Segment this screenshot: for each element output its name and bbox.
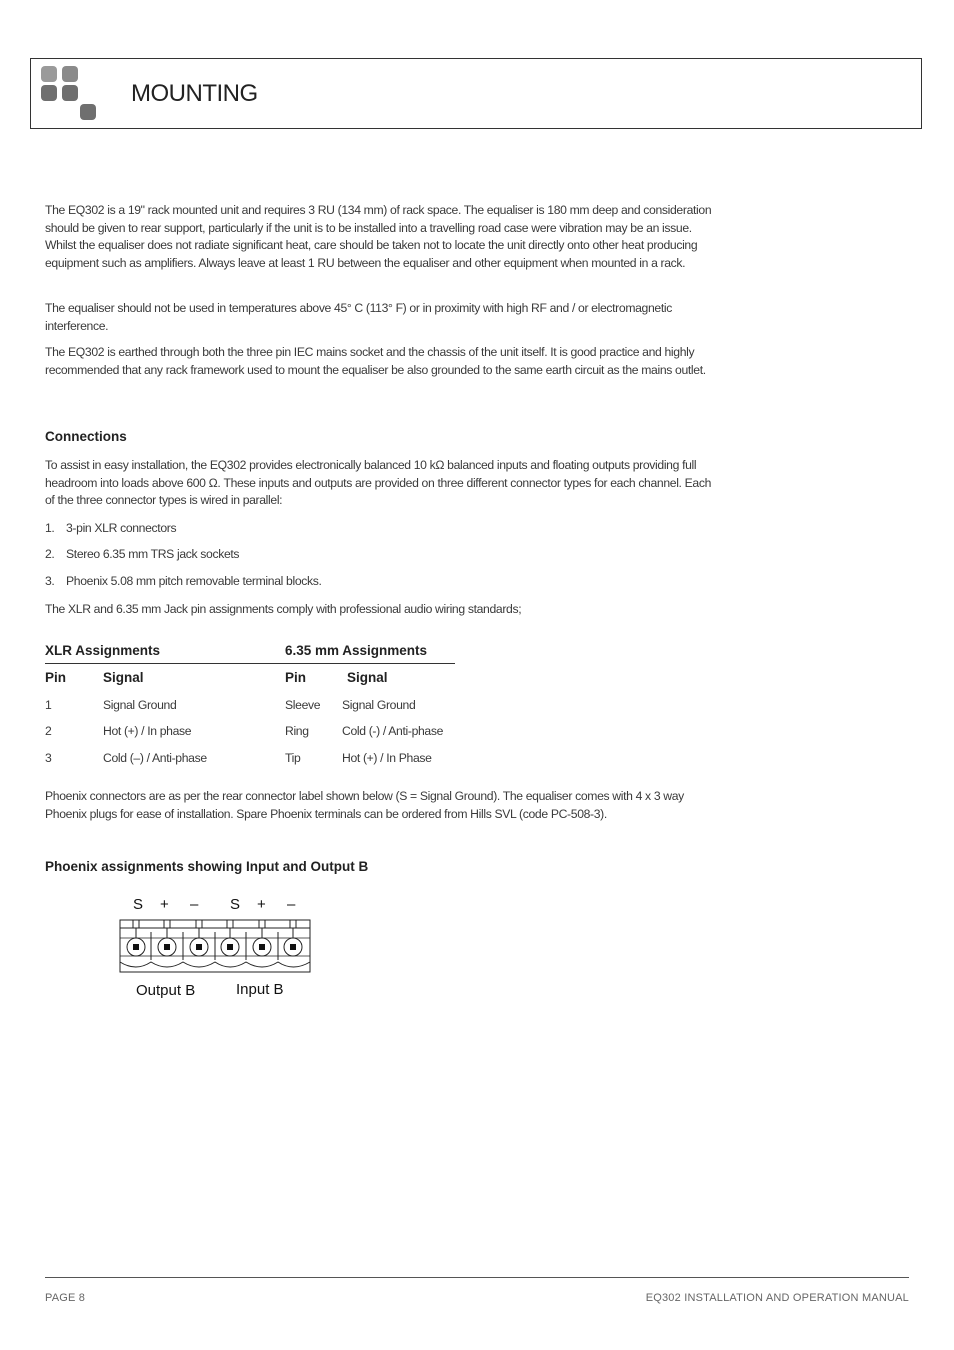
pin-label: + (257, 896, 266, 913)
manual-title: EQ302 INSTALLATION AND OPERATION MANUAL (645, 1292, 909, 1304)
list-item (45, 547, 239, 561)
xlr-signal-column-header: Signal (103, 670, 144, 685)
list-number: 2. (45, 547, 55, 561)
footer-divider (45, 1277, 909, 1278)
xlr-table-heading: XLR Assignments (45, 643, 161, 658)
pin-label: S (133, 896, 144, 913)
jack-table-heading: 6.35 mm Assignments (285, 643, 428, 658)
jack-pin-cell: Ring (285, 724, 309, 738)
phoenix-heading: Phoenix assignments showing Input and Output B (45, 859, 369, 874)
list-number: 3. (45, 574, 55, 588)
jack-signal-cell: Hot (+) / In Phase (342, 751, 432, 765)
connections-intro: To assist in easy installation, the EQ302 provides electronically balanced 10 kΩ balanced inputs and floating outputs providing full headroom into loads above 600 Ω. These inputs and outputs are provided on three different connector types for each channel. Each of the three connector types is wired in parallel: (45, 458, 712, 508)
list-text: Stereo 6.35 mm TRS jack sockets (66, 547, 240, 561)
pin-label: – (287, 896, 296, 913)
paragraph-earthing: The EQ302 is earthed through both the three pin IEC mains socket and the chassis of the unit itself. It is good practice and highly recommended that any rack framework used to mount the equaliser be also grounded to the same earth circuit as the mains outlet. (45, 345, 706, 377)
jack-signal-cell: Signal Ground (342, 698, 416, 712)
list-text: 3-pin XLR connectors (66, 521, 177, 535)
paragraph-temperature: The equaliser should not be used in temperatures above 45° C (113° F) or in proximity with high RF and / or electromagnetic interference. (45, 301, 672, 333)
xlr-signal-cell: Hot (+) / In phase (103, 724, 192, 738)
xlr-pin-cell: 3 (45, 751, 52, 765)
xlr-pin-column-header: Pin (45, 670, 67, 685)
list-item (45, 574, 322, 588)
output-b-label: Output B (136, 982, 196, 999)
list-number: 1. (45, 521, 55, 535)
jack-pin-cell: Tip (285, 751, 301, 765)
standards-note: The XLR and 6.35 mm Jack pin assignments comply with professional audio wiring standards; (45, 602, 522, 616)
xlr-pin-cell: 2 (45, 724, 52, 738)
page-number: PAGE 8 (45, 1292, 86, 1304)
phoenix-connector-diagram (118, 918, 314, 976)
jack-pin-cell: Sleeve (285, 698, 321, 712)
logo-icon (41, 66, 101, 122)
list-text: Phoenix 5.08 mm pitch removable terminal blocks. (66, 574, 322, 588)
pin-label: – (190, 896, 199, 913)
page-title: MOUNTING (131, 80, 258, 107)
xlr-signal-cell: Cold (–) / Anti-phase (103, 751, 207, 765)
jack-pin-column-header: Pin (285, 670, 307, 685)
connections-heading: Connections (45, 429, 127, 444)
jack-signal-column-header: Signal (347, 670, 388, 685)
pin-label: S (230, 896, 241, 913)
xlr-pin-cell: 1 (45, 698, 52, 712)
input-b-label: Input B (236, 981, 284, 998)
paragraph-mounting: The EQ302 is a 19" rack mounted unit and requires 3 RU (134 mm) of rack space. The equaliser is 180 mm deep and consideration should be given to rear support, particularly if the unit is to be installed into a travelling road case were vibration may be an issue. Whilst the equaliser does not radiate significant heat, care should be taken not to locate the unit directly onto other heat producing equipment such as amplifiers. Always leave at least 1 RU between the equaliser and other equipment when mounted in a rack. (45, 203, 712, 271)
pin-label: + (160, 896, 169, 913)
list-item (45, 521, 176, 535)
xlr-signal-cell: Signal Ground (103, 698, 177, 712)
jack-signal-cell: Cold (-) / Anti-phase (342, 724, 444, 738)
phoenix-note: Phoenix connectors are as per the rear connector label shown below (S = Signal Ground). The equaliser comes with 4 x 3 way Phoenix plugs for ease of installation. Spare Phoenix terminals can be ordered from Hills SVL (code PC-508-3). (45, 789, 684, 821)
table-divider (45, 663, 455, 664)
